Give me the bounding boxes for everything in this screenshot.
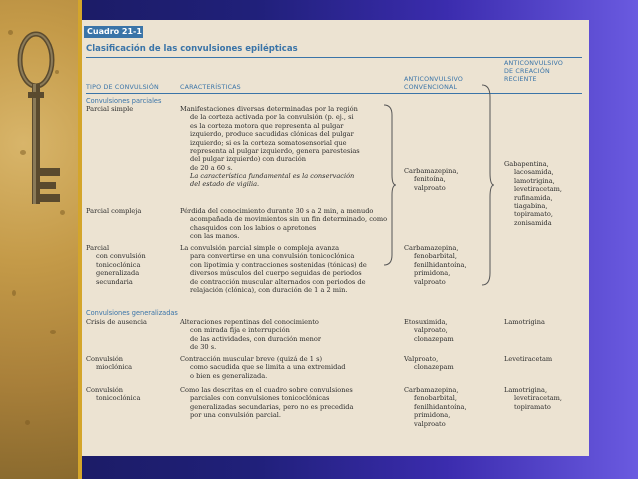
table-title: Clasificación de las convulsiones epilépticas: [86, 44, 298, 54]
type-complex-partial: Parcial compleja: [86, 207, 142, 215]
type-simple-partial: Parcial simple: [86, 105, 134, 113]
characteristics-absence: Alteraciones repentinas del conocimiento con mirada fija e interrupción de las actividades, con duración menor de 30 s.: [180, 318, 321, 352]
conventional-simple-complex: Carbamazepina, fenitoína, valproato: [404, 167, 459, 192]
note-simple-partial: La característica fundamental es la conservación del estado de vigilia.: [190, 172, 355, 189]
brace-right: [480, 85, 494, 285]
type-tonicoclonic: Convulsión tonicoclónica: [86, 386, 141, 403]
header-divider: [86, 93, 582, 94]
antique-key-image: [0, 0, 78, 479]
characteristics-secondary-generalized: La convulsión parcial simple o compleja avanza para convertirse en una convulsión tonicoclónica con lipotimia y contracciones sostenidas (tónicas) de diversos músculos del cuerpo seguidas de periodos de contracción muscular alternados con periodos de relajación (clónica), con duración de 1 a 2 min.: [180, 244, 367, 295]
type-secondary-generalized: Parcial con convulsión tonicoclónica generalizada secundaria: [86, 244, 146, 286]
characteristics-complex-partial: Pérdida del conocimiento durante 30 s a 2 min, a menudo acompañada de movimientos sin un fin determinado, como chasquidos con los labios o apretones con las manos.: [180, 207, 388, 241]
recent-tonicoclonic: Lamotrigina, levetiracetam, topiramato: [504, 386, 563, 411]
recent-partial: Gabapentina, lacosamida, lamotrigina, levetiracetam, rufinamida, tiagabina, topiramato, zonisamida: [504, 160, 563, 227]
characteristics-simple-partial: Manifestaciones diversas determinadas por la región de la corteza activada por la convulsión (p. ej., si es la corteza motora que representa al pulgar izquierdo, produce sacudidas clónicas del pulgar izquierdo; si es la corteza somatosensorial que representa al pulgar izquierdo, genera parestesias del pulgar izquierdo) con duración de 20 a 60 s.: [180, 105, 360, 172]
characteristics-myoclonic: Contracción muscular breve (quizá de 1 s) como sacudida que se limita a una extremidad o bien es generalizada.: [180, 355, 346, 380]
conventional-myoclonic: Valproato, clonazepam: [404, 355, 454, 372]
conventional-tonicoclonic: Carbamazepina, fenobarbital, fenilhidantoína, primidona, valproato: [404, 386, 467, 428]
characteristics-tonicoclonic: Como las descritas en el cuadro sobre convulsiones parciales con convulsiones tonicoclónicas generalizadas secundarias, pero no es precedida por una convulsión parcial.: [180, 386, 354, 420]
brace-left: [382, 105, 396, 265]
recent-absence: Lamotrigina: [504, 318, 545, 326]
section-generalized: Convulsiones generalizadas: [86, 309, 178, 317]
key-icon: [0, 0, 78, 479]
conventional-absence: Etosuximida, valproato, clonazepam: [404, 318, 454, 343]
table-number-badge: Cuadro 21-1: [84, 26, 143, 38]
type-myoclonic: Convulsión mioclónica: [86, 355, 133, 372]
conventional-secondary: Carbamazepina, fenobarbital, fenilhidantoína, primidona, valproato: [404, 244, 467, 286]
title-divider: [86, 57, 582, 58]
table-image: [82, 20, 589, 456]
column-header-characteristics: CARACTERÍSTICAS: [180, 84, 241, 91]
column-header-type: TIPO DE CONVULSIÓN: [86, 84, 159, 91]
type-absence: Crisis de ausencia: [86, 318, 147, 326]
column-header-recent: ANTICONVULSIVO DE CREACIÓN RECIENTE: [504, 60, 564, 83]
section-partial: Convulsiones parciales: [86, 97, 162, 105]
recent-myoclonic: Levetiracetam: [504, 355, 553, 363]
column-header-conventional: ANTICONVULSIVO CONVENCIONAL: [404, 76, 464, 91]
